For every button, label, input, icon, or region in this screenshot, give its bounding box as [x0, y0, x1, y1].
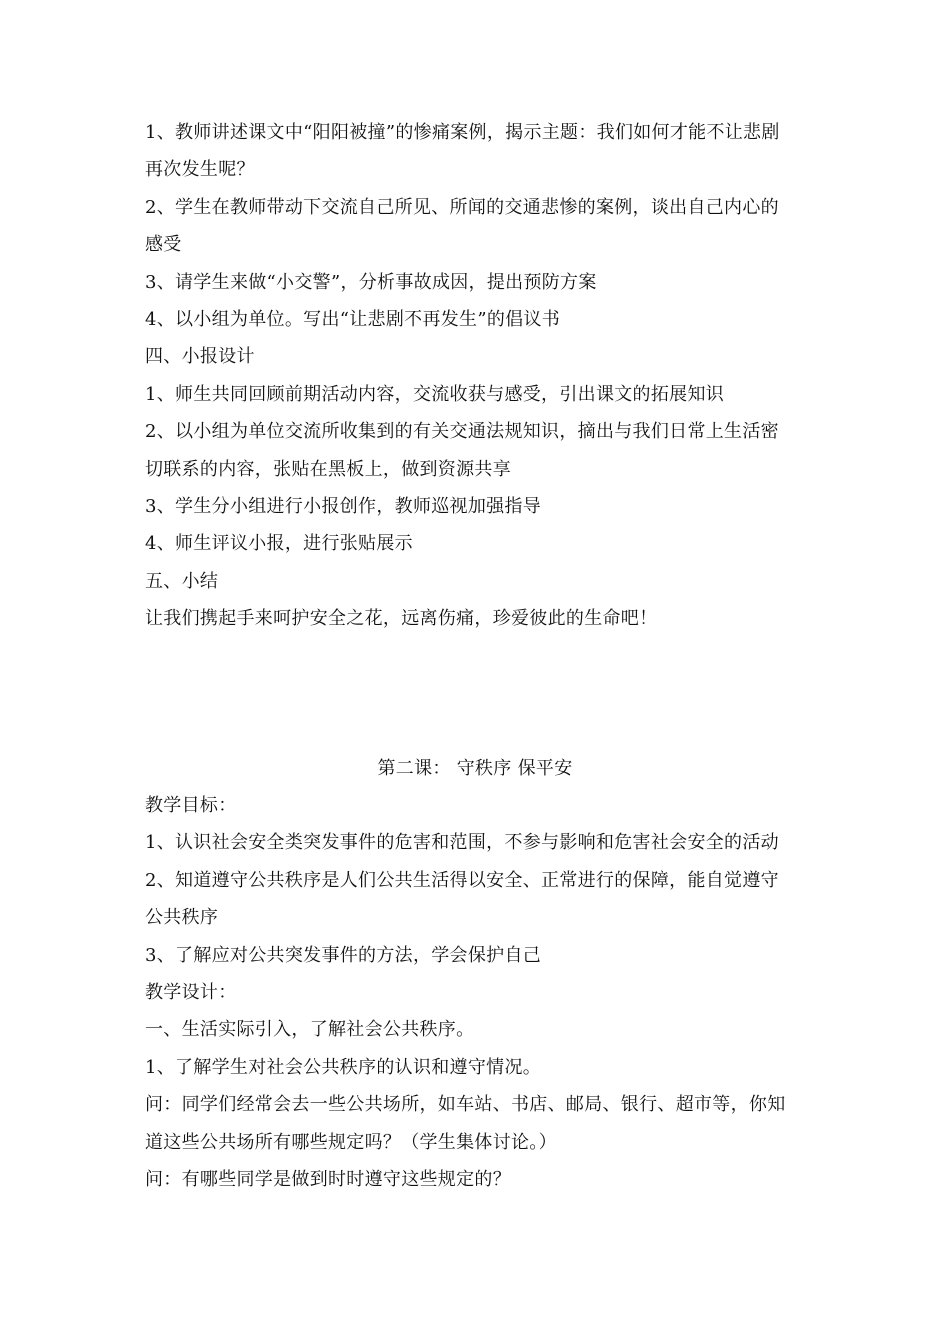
paragraph-line: 切联系的内容，张贴在黑板上，做到资源共享	[145, 459, 511, 480]
paragraph-line: 1、认识社会安全类突发事件的危害和范围，不参与影响和危害社会安全的活动	[145, 832, 779, 853]
paragraph-line: 让我们携起手来呵护安全之花，远离伤痛，珍爱彼此的生命吧！	[145, 608, 658, 629]
paragraph-line: 1、教师讲述课文中“阳阳被撞”的惨痛案例，揭示主题：我们如何才能不让悲剧	[145, 122, 780, 143]
paragraph-line: 2、知道遵守公共秩序是人们公共生活得以安全、正常进行的保障，能自觉遵守	[145, 870, 779, 891]
lesson-title: 第二课： 守秩序 保平安	[377, 758, 573, 779]
paragraph-line: 一、生活实际引入，了解社会公共秩序。	[145, 1019, 475, 1040]
paragraph-line: 3、学生分小组进行小报创作，教师巡视加强指导	[145, 496, 542, 517]
paragraph-line: 3、了解应对公共突发事件的方法，学会保护自己	[145, 945, 542, 966]
paragraph-line: 问：同学们经常会去一些公共场所，如车站、书店、邮局、银行、超市等，你知	[145, 1094, 786, 1115]
paragraph-line: 4、以小组为单位。写出“让悲剧不再发生”的倡议书	[145, 309, 561, 330]
paragraph-line: 问：有哪些同学是做到时时遵守这些规定的？	[145, 1169, 511, 1190]
paragraph-line: 感受	[145, 234, 182, 255]
section-heading: 五、小结	[145, 571, 219, 592]
section-heading: 教学设计：	[145, 982, 237, 1003]
paragraph-line: 公共秩序	[145, 907, 219, 928]
paragraph-line: 2、以小组为单位交流所收集到的有关交通法规知识，摘出与我们日常上生活密	[145, 421, 779, 442]
section-heading: 教学目标：	[145, 795, 237, 816]
section-heading: 四、小报设计	[145, 346, 255, 367]
paragraph-line: 3、请学生来做“小交警”，分析事故成因，提出预防方案	[145, 272, 597, 293]
paragraph-line: 2、学生在教师带动下交流自己所见、所闻的交通悲惨的案例，谈出自己内心的	[145, 197, 779, 218]
paragraph-line: 4、师生评议小报，进行张贴展示	[145, 533, 413, 554]
paragraph-line: 再次发生呢？	[145, 159, 255, 180]
paragraph-line: 道这些公共场所有哪些规定吗？（学生集体讨论。）	[145, 1132, 557, 1153]
paragraph-line: 1、师生共同回顾前期活动内容，交流收获与感受，引出课文的拓展知识	[145, 384, 725, 405]
paragraph-line: 1、了解学生对社会公共秩序的认识和遵守情况。	[145, 1057, 542, 1078]
